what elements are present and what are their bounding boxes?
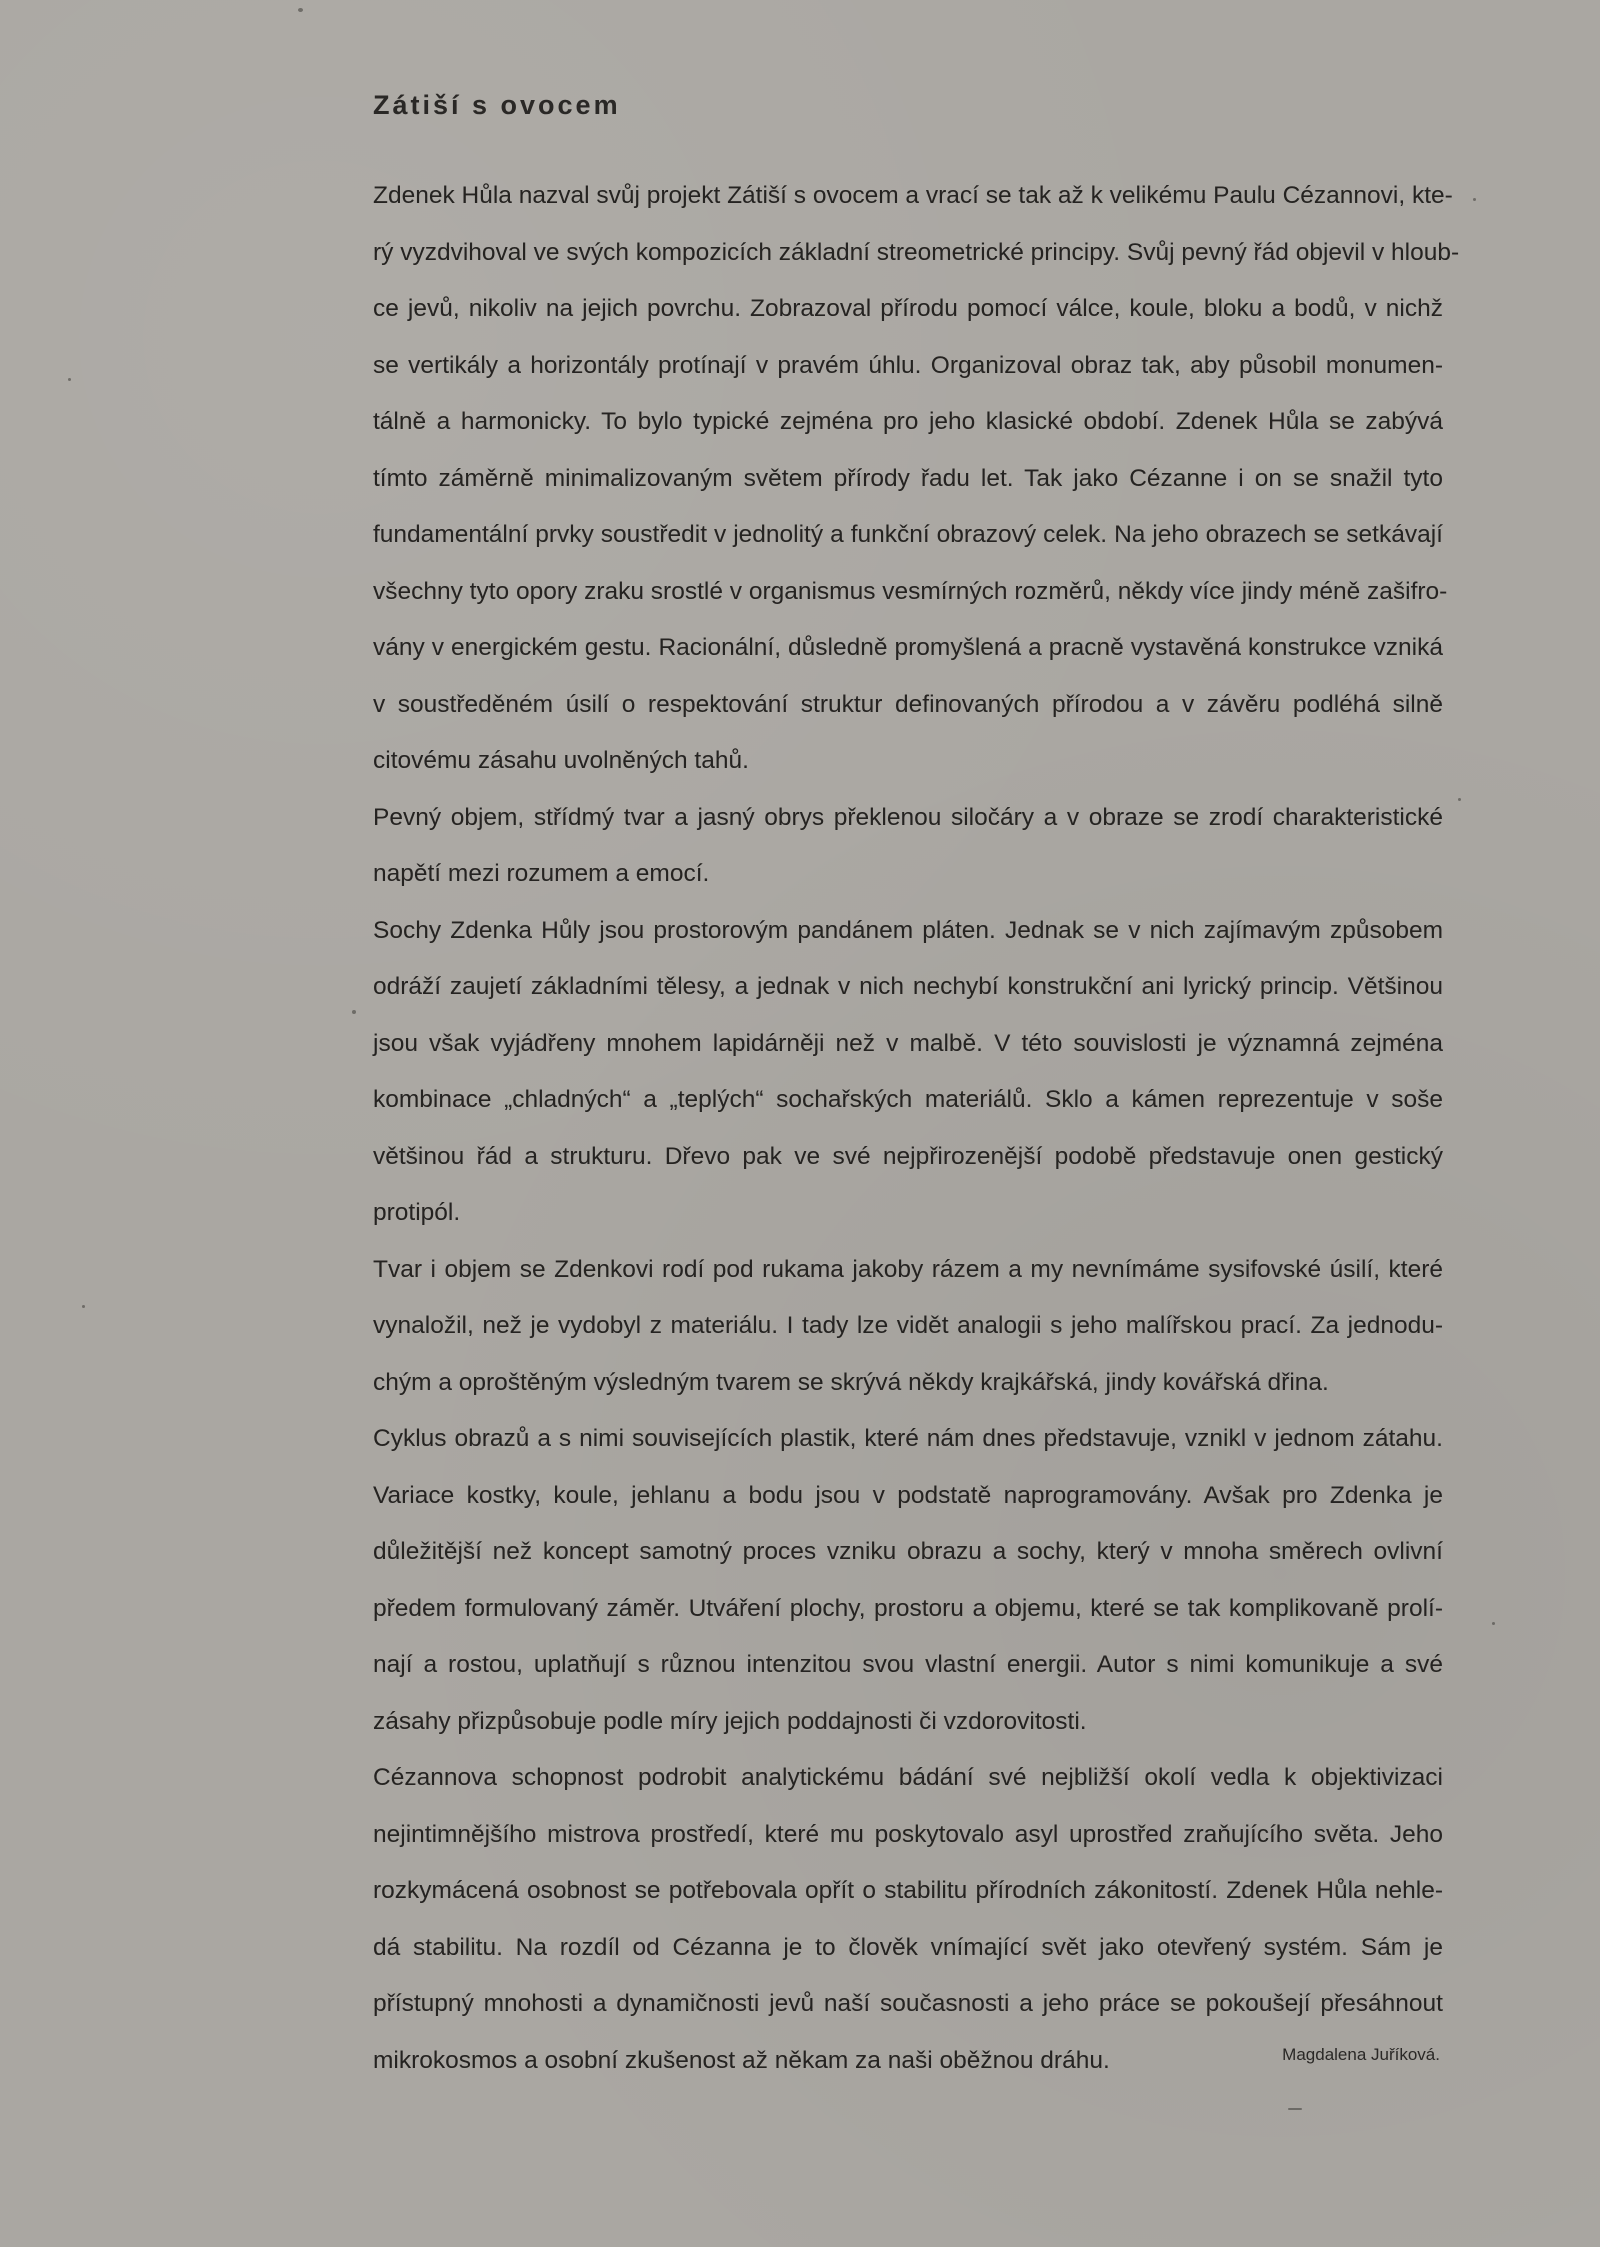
text-line: v soustředěném úsilí o respektování struktur definovaných přírodou a v závěru podléhá silně	[373, 690, 1443, 718]
text-line: odráží zaujetí základními tělesy, a jednak v nich nechybí konstrukční ani lyrický princip. Většinou	[373, 973, 1443, 1000]
text-line: většinou řád a strukturu. Dřevo pak ve své nejpřirozenější podobě představuje onen gestický	[373, 1142, 1443, 1170]
text-line: mikrokosmos a osobní zkušenost až někam za naši oběžnou dráhu.	[373, 2046, 1110, 2074]
text-line: vány v energickém gestu. Racionální, důsledně promyšlená a pracně vystavěná konstrukce vzniká	[373, 634, 1443, 661]
paper-speck	[352, 1010, 356, 1014]
text-line: předem formulovaný záměr. Utváření plochy, prostoru a objemu, které se tak komplikovaně prolí-	[373, 1594, 1443, 1622]
text-line: kombinace „chladných“ a „teplých“ sochařských materiálů. Sklo a kámen reprezentuje v soše	[373, 1086, 1443, 1113]
text-line: citovému zásahu uvolněných tahů.	[373, 747, 749, 774]
paper-speck	[298, 8, 303, 12]
text-line: napětí mezi rozumem a emocí.	[373, 860, 710, 887]
page-title: Zátiší s ovocem	[373, 90, 621, 120]
text-line: přístupný mnohosti a dynamičnosti jevů naší současnosti a jeho práce se pokoušejí přesáhnout	[373, 1990, 1443, 2017]
text-line: tálně a harmonicky. To bylo typické zejména pro jeho klasické období. Zdenek Hůla se zabývá	[373, 408, 1443, 435]
text-line: fundamentální prvky soustředit v jednolitý a funkční obrazový celek. Na jeho obrazech se setkávají	[373, 521, 1443, 548]
article-body	[373, 168, 1460, 2089]
text-line: Tvar i objem se Zdenkovi rodí pod rukama jakoby rázem a my nevnímáme sysifovské úsilí, které	[373, 1255, 1443, 1283]
text-line: Cézannova schopnost podrobit analytickému bádání své nejbližší okolí vedla k objektivizaci	[373, 1764, 1443, 1791]
paper-speck	[1288, 2108, 1302, 2110]
text-line: nejintimnějšího mistrova prostředí, které mu poskytovalo asyl uprostřed zraňujícího světa. Jeho	[373, 1820, 1443, 1848]
text-line: protipól.	[373, 1199, 461, 1226]
paper-speck	[68, 378, 71, 381]
text-line: rozkymácená osobnost se potřebovala opřít o stabilitu přírodních zákonitostí. Zdenek Hůla nehle-	[373, 1877, 1443, 1904]
text-line: rý vyzdvihoval ve svých kompozicích základní streometrické principy. Svůj pevný řád objevil v hloub-	[373, 238, 1460, 266]
text-line: nají a rostou, uplatňují s různou intenzitou svou vlastní energii. Autor s nimi komunikuje a své	[373, 1651, 1443, 1678]
text-line: Variace kostky, koule, jehlanu a bodu jsou v podstatě naprogramovány. Avšak pro Zdenka je	[373, 1481, 1443, 1509]
text-line: ce jevů, nikoliv na jejich povrchu. Zobrazoval přírodu pomocí válce, koule, bloku a bodů, v nichž	[373, 295, 1443, 322]
text-line: chým a oproštěným výsledným tvarem se skrývá někdy krajkářská, jindy kovářská dřina.	[373, 1368, 1329, 1396]
text-line: zásahy přizpůsobuje podle míry jejich poddajnosti či vzdorovitosti.	[373, 1707, 1087, 1735]
text-line: všechny tyto opory zraku srostlé v organismus vesmírných rozměrů, někdy více jindy méně zašifro-	[373, 577, 1448, 605]
paper-speck	[1492, 1622, 1495, 1625]
text-line: Zdenek Hůla nazval svůj projekt Zátiší s ovocem a vrací se tak až k velikému Paulu Cézannovi, kte-	[373, 182, 1453, 209]
text-line: tímto záměrně minimalizovaným světem přírody řadu let. Tak jako Cézanne i on se snažil tyto	[373, 464, 1443, 492]
text-line: se vertikály a horizontály protínají v pravém úhlu. Organizoval obraz tak, aby působil monumen-	[373, 351, 1443, 379]
paper-speck	[1458, 798, 1461, 801]
text-line: Pevný objem, střídmý tvar a jasný obrys překlenou siločáry a v obraze se zrodí charakteristické	[373, 803, 1443, 831]
text-line: Cyklus obrazů a s nimi souvisejících plastik, které nám dnes představuje, vznikl v jednom zátahu.	[373, 1425, 1443, 1452]
paper-speck	[1473, 198, 1476, 201]
text-line: jsou však vyjádřeny mnohem lapidárněji než v malbě. V této souvislosti je významná zejména	[373, 1029, 1443, 1057]
author-signature: Magdalena Juříková.	[1282, 2045, 1440, 2064]
text-line: Sochy Zdenka Hůly jsou prostorovým pandánem pláten. Jednak se v nich zajímavým způsobem	[373, 916, 1443, 944]
paper-speck	[82, 1305, 85, 1308]
text-line: dá stabilitu. Na rozdíl od Cézanna je to člověk vnímající svět jako otevřený systém. Sám je	[373, 1933, 1443, 1961]
text-line: důležitější než koncept samotný proces vzniku obrazu a sochy, který v mnoha směrech ovlivní	[373, 1538, 1443, 1565]
text-line: vynaložil, než je vydobyl z materiálu. I tady lze vidět analogii s jeho malířskou prací. Za jednodu-	[373, 1312, 1443, 1339]
